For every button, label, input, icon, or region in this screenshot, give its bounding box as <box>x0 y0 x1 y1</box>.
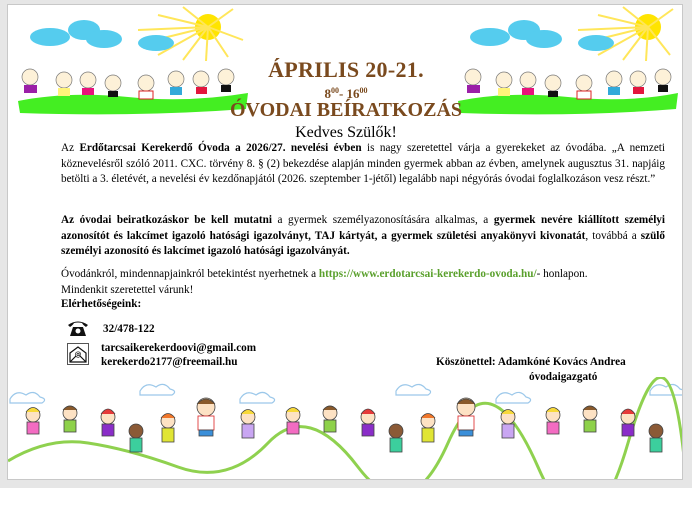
website-link[interactable]: https://www.erdotarcsai-kerekerdo-ovoda.hu/ <box>318 268 537 280</box>
document-page <box>7 4 683 480</box>
clouds <box>30 20 174 51</box>
signature <box>436 355 626 385</box>
clouds <box>10 384 683 403</box>
documents-paragraph: Az óvodai beiratkozáskor be kell mutatni a gyermek személyazonosítására alkalmas, a gyermek nevére kiállított személyi azonosítót és lakcímet igazoló hatósági igazolványt, TAJ kártyát, a gyermek születési anyakönyvi kivonatát, továbbá a szülő személyi azonosító és lakcímet igazoló hatósági igazolványát. <box>61 214 665 257</box>
event-date-title: ÁPRILIS 20-21. <box>268 57 424 82</box>
signature-role: óvodaigazgató <box>529 371 598 383</box>
envelope-at-icon <box>67 343 89 365</box>
main-title: ÓVODAI BEÍRATKOZÁS <box>229 99 463 121</box>
vertical-scrollbar[interactable] <box>684 0 692 488</box>
phone-number: 32/478-122 <box>103 323 155 335</box>
intro-paragraph: Az Erdőtarcsai Kerekerdő Óvoda a 2026/27. nevelési évben is nagy szeretettel várja a gyerekeket az óvodába. „A nemzeti köznevelésről szóló 2011. CXC. törvény 8. § (2) bekezdése alapján minden gyermek abban az évben, amelynek augusztus 31. napjáig betölti a 3. életévét, a nevelési év kezdőnapjától (2026. szeptember 1-jétől) legalább napi négyórás óvodai foglalkozáson vesz részt.” <box>61 142 665 185</box>
email-2: kerekerdo2177@freemail.hu <box>101 356 238 368</box>
email-addresses <box>101 341 256 369</box>
greeting: Kedves Szülők! <box>295 124 397 141</box>
telephone-icon <box>67 318 89 338</box>
event-time: $8^{00}-$ $16^{00}$ <box>324 86 368 101</box>
website-paragraph: Óvodánkról, mindennapjainkról betekintést nyerhetnek a https://www.erdotarcsai-kerekerdo-ovoda.hu/- honlapon. Mindenkit szeretettel várunk! <box>61 268 588 296</box>
sun-icon <box>138 7 243 61</box>
svg-text:@: @ <box>74 350 82 359</box>
sun-icon <box>578 7 673 61</box>
kids-row <box>26 398 663 452</box>
kids-holding-hands-border <box>8 377 683 480</box>
contacts-title: Elérhetőségeink: <box>61 298 142 310</box>
clouds <box>470 20 614 51</box>
signature-name: Köszönettel: Adamkóné Kovács Andrea <box>436 356 626 368</box>
email-1: tarcsaikerekerdoovi@gmail.com <box>101 342 257 354</box>
